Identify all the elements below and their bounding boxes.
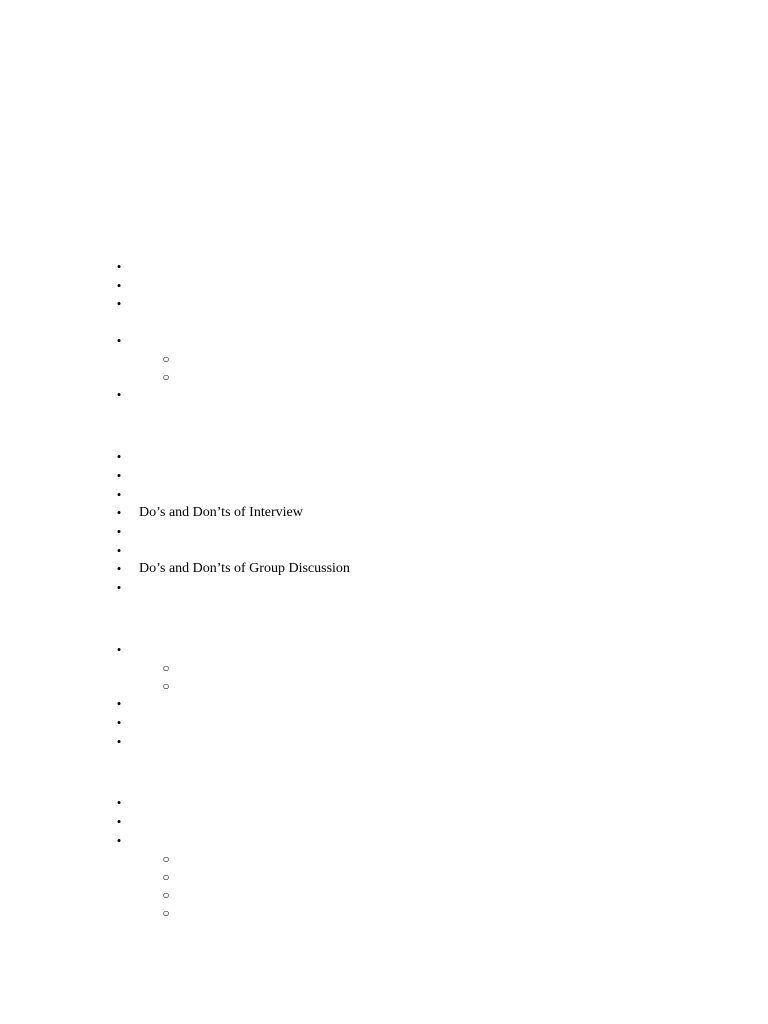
bullet-disc-icon: • [116,833,122,848]
bullet-disc-icon: • [116,734,122,749]
bullet-disc-icon: • [116,543,122,558]
bullet-disc-icon: • [116,524,122,539]
list-item-text: Do’s and Don’ts of Group Discussion [139,561,350,576]
bullet-circle-icon: ○ [162,661,170,675]
bullet-disc-icon: • [116,696,122,711]
bullet-disc-icon: • [116,468,122,483]
bullet-disc-icon: • [116,259,122,274]
bullet-circle-icon: ○ [162,352,170,366]
bullet-disc-icon: • [116,449,122,464]
bullet-circle-icon: ○ [162,852,170,866]
bullet-disc-icon: • [116,505,122,520]
bullet-disc-icon: • [116,795,122,810]
list-item-text: Do’s and Don’ts of Interview [139,505,303,520]
bullet-disc-icon: • [116,561,122,576]
bullet-circle-icon: ○ [162,679,170,693]
bullet-disc-icon: • [116,296,122,311]
bullet-circle-icon: ○ [162,888,170,902]
bullet-circle-icon: ○ [162,906,170,920]
bullet-circle-icon: ○ [162,370,170,384]
bullet-disc-icon: • [116,642,122,657]
bullet-circle-icon: ○ [162,870,170,884]
bullet-disc-icon: • [116,715,122,730]
bullet-disc-icon: • [116,278,122,293]
bullet-disc-icon: • [116,487,122,502]
bullet-disc-icon: • [116,814,122,829]
bullet-disc-icon: • [116,580,122,595]
bullet-disc-icon: • [116,387,122,402]
bullet-disc-icon: • [116,333,122,348]
